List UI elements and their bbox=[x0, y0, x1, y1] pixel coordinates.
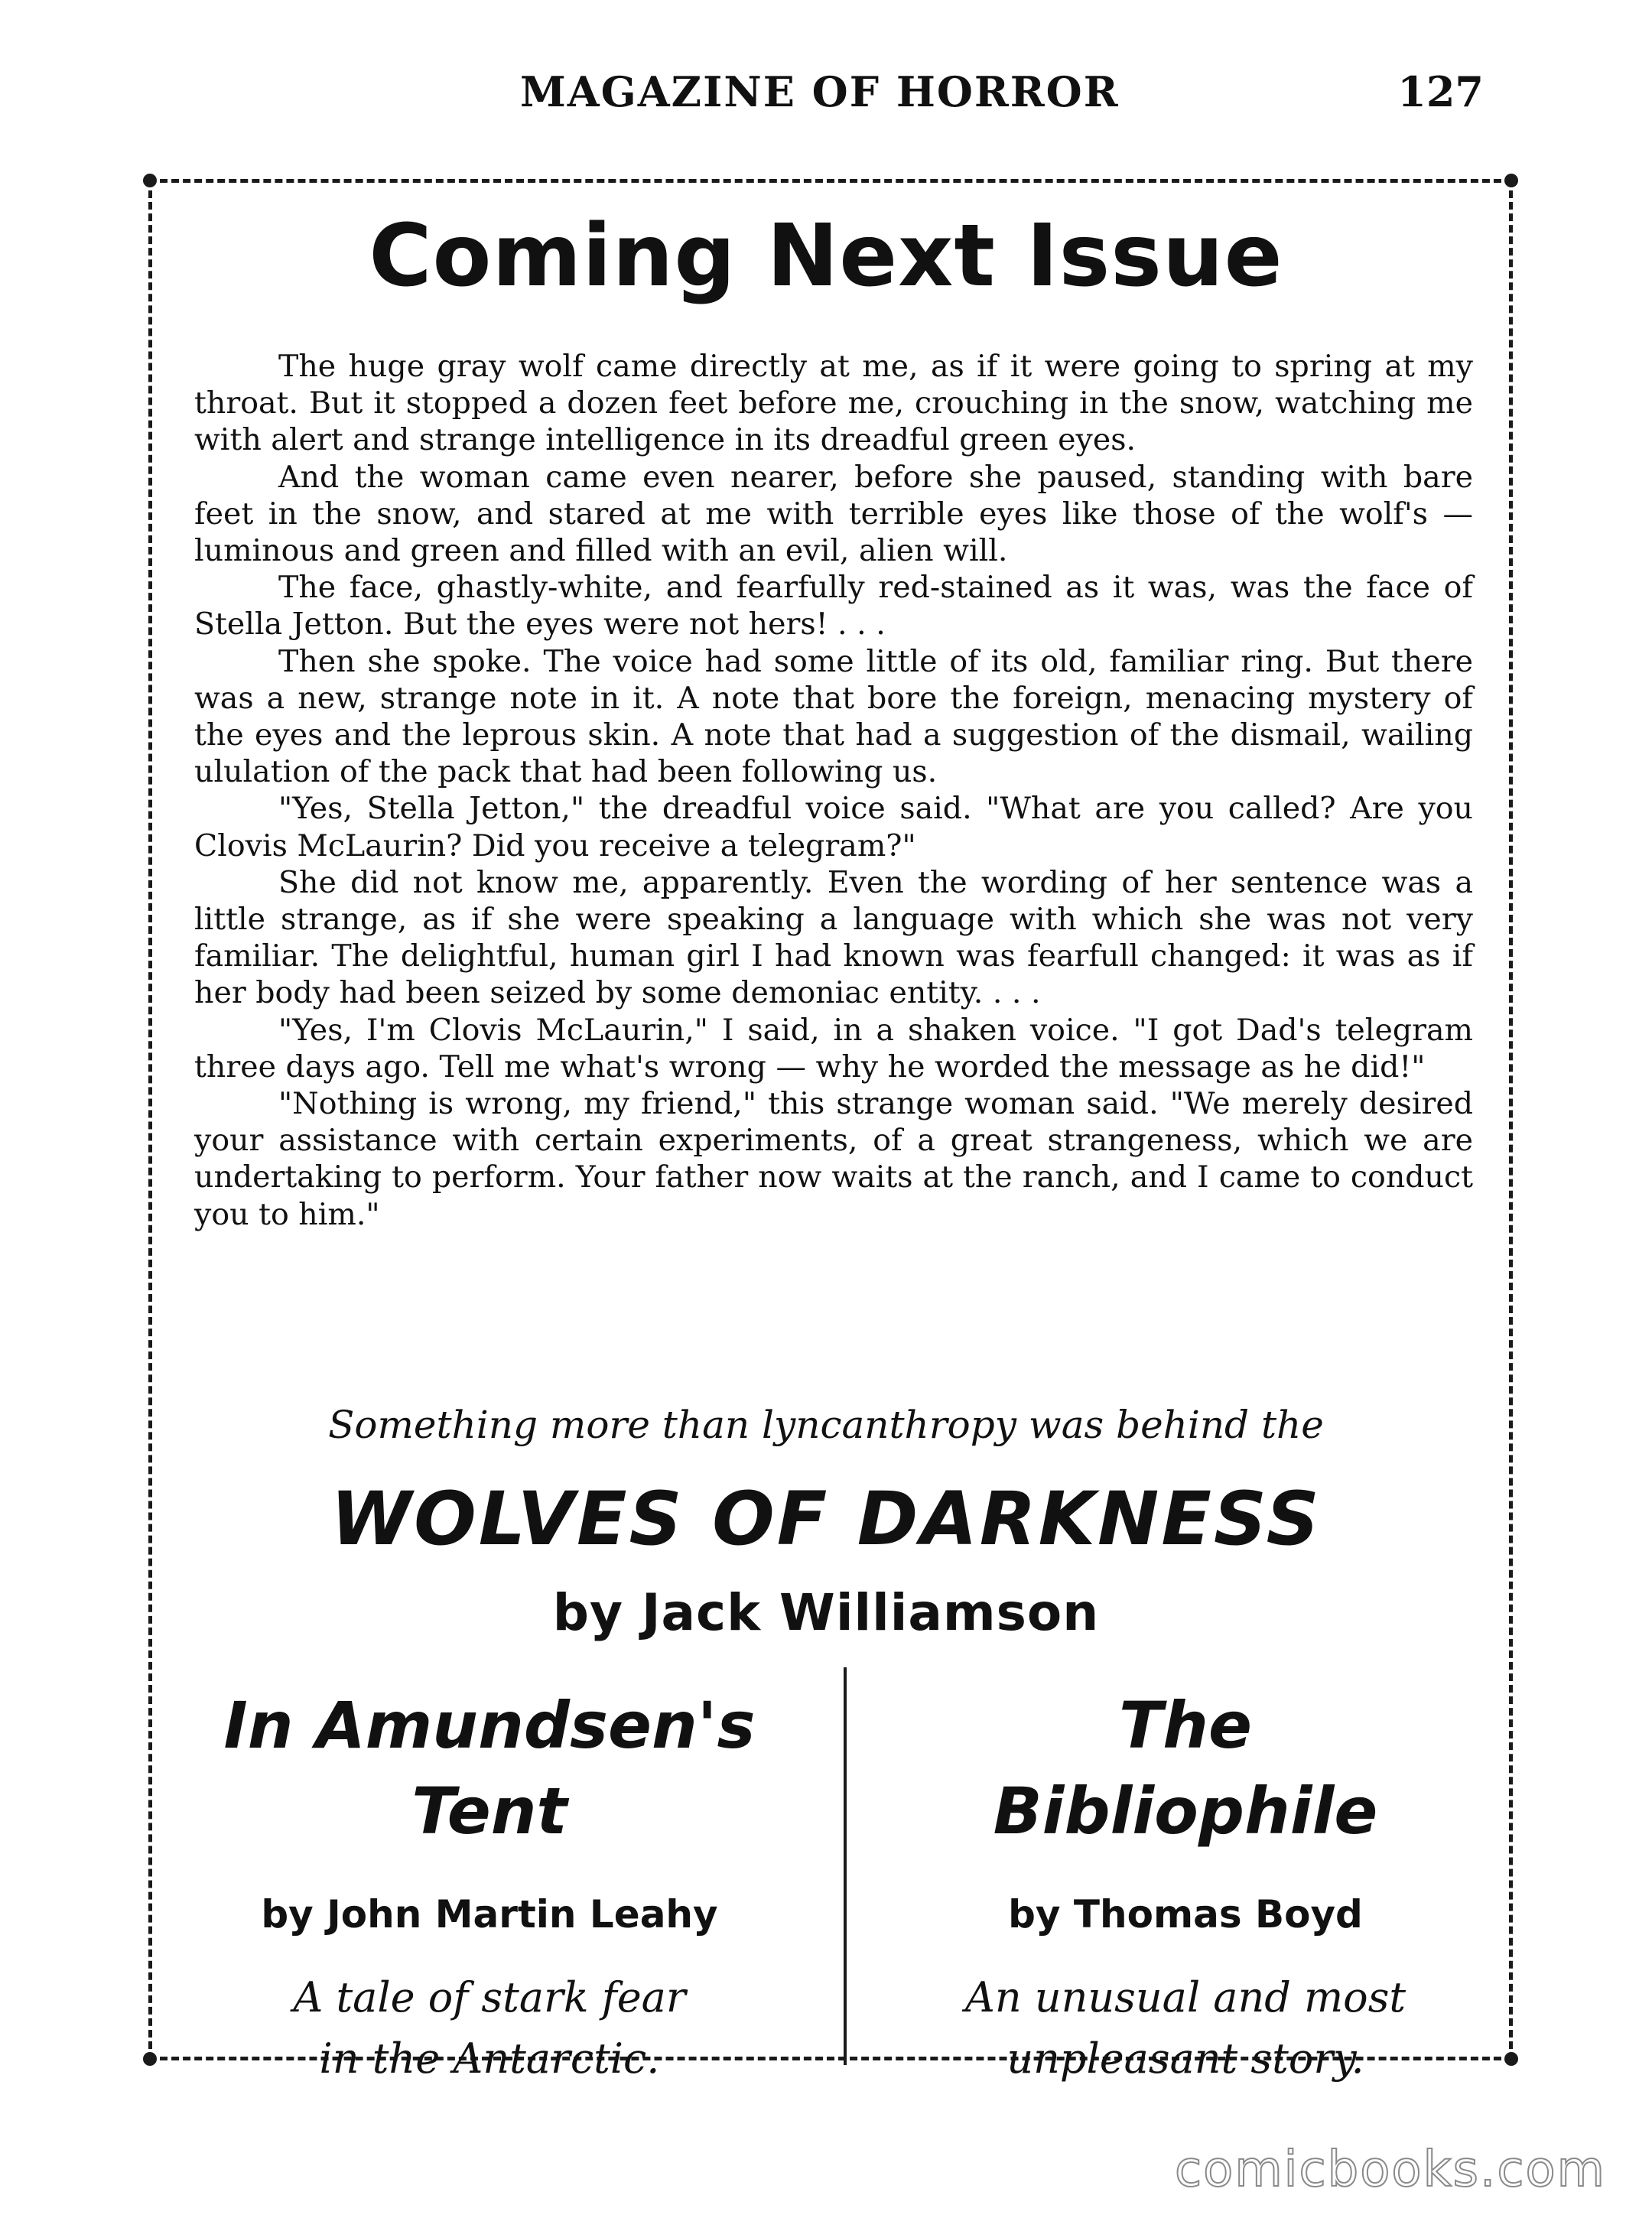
coming-next-issue-headline: Coming Next Issue bbox=[369, 207, 1283, 306]
left-story-title-line1: In Amundsen's bbox=[223, 1688, 756, 1763]
corner-ornament bbox=[1504, 174, 1518, 187]
story-excerpt bbox=[194, 348, 1473, 1233]
feature-byline: by Jack Williamson bbox=[552, 1583, 1100, 1642]
story-paragraph: "Nothing is wrong, my friend," this strange woman said. "We merely desired your assistance with certain experiments, of a great strangeness, which we are undertaking to perform. Your father now waits at the ranch, and I came to conduct you to him." bbox=[194, 1086, 1473, 1232]
column-divider bbox=[844, 1667, 847, 2065]
story-paragraph: Then she spoke. The voice had some little of its old, familiar ring. But there was a new, strange note in it. A note that bore the foreign, menacing mystery of the eyes and the leprous skin. A note that had a suggestion of the dismail, wailing ululation of the pack that had been following us. bbox=[194, 643, 1473, 790]
left-story-byline: by John Martin Leahy bbox=[261, 1892, 718, 1937]
story-paragraph: She did not know me, apparently. Even the wording of her sentence was a little strange, as if she were speaking a language with which she was not very familiar. The delightful, human girl I had known was fearfull changed: it was as if her body had been seized by some demoniac entity. . . . bbox=[194, 864, 1473, 1011]
page-header bbox=[153, 67, 1484, 136]
site-watermark: comicbooks.com bbox=[1174, 2142, 1606, 2198]
story-paragraph: "Yes, Stella Jetton," the dreadful voice said. "What are you called? Are you Clovis McLaurin? Did you receive a telegram?" bbox=[194, 791, 1473, 863]
left-story-blurb-line1: A tale of stark fear bbox=[293, 1973, 686, 2021]
story-paragraph: The face, ghastly-white, and fearfully red-stained as it was, was the face of Stella Jetton. But the eyes were not hers! . . . bbox=[194, 570, 1473, 642]
right-story-blurb-line1: An unusual and most bbox=[964, 1973, 1406, 2021]
corner-ornament bbox=[143, 174, 157, 187]
feature-title: WOLVES OF DARKNESS bbox=[330, 1476, 1322, 1562]
story-paragraph: "Yes, I'm Clovis McLaurin," I said, in a shaken voice. "I got Dad's telegram three days ago. Tell me what's wrong — why he worded the message as he did!" bbox=[194, 1012, 1473, 1085]
magazine-title: MAGAZINE OF HORROR bbox=[520, 67, 1120, 116]
right-story-blurb-line2: unpleasant story. bbox=[1006, 2034, 1364, 2083]
feature-teaser: Something more than lyncanthropy was behind the bbox=[328, 1403, 1324, 1447]
corner-ornament bbox=[143, 2052, 157, 2066]
right-story-promo bbox=[887, 1683, 1484, 2090]
story-paragraph: The huge gray wolf came directly at me, as if it were going to spring at my throat. But it stopped a dozen feet before me, crouching in the snow, watching me with alert and strange intelligence in its dreadful green eyes. bbox=[194, 349, 1473, 458]
left-story-blurb-line2: in the Antarctic. bbox=[319, 2034, 660, 2083]
right-story-title-line2: Bibliophile bbox=[993, 1774, 1378, 1849]
right-story-byline: by Thomas Boyd bbox=[1008, 1892, 1363, 1937]
right-story-title-line1: The bbox=[1118, 1688, 1253, 1763]
page-number: 127 bbox=[1397, 67, 1484, 116]
corner-ornament bbox=[1504, 2052, 1518, 2066]
story-paragraph: And the woman came even nearer, before she paused, standing with bare feet in the snow, and stared at me with terrible eyes like those of the wolf's — luminous and green and filled with an evil, alien will. bbox=[194, 459, 1473, 569]
left-story-title-line2: Tent bbox=[411, 1774, 567, 1849]
left-story-promo bbox=[191, 1683, 788, 2090]
